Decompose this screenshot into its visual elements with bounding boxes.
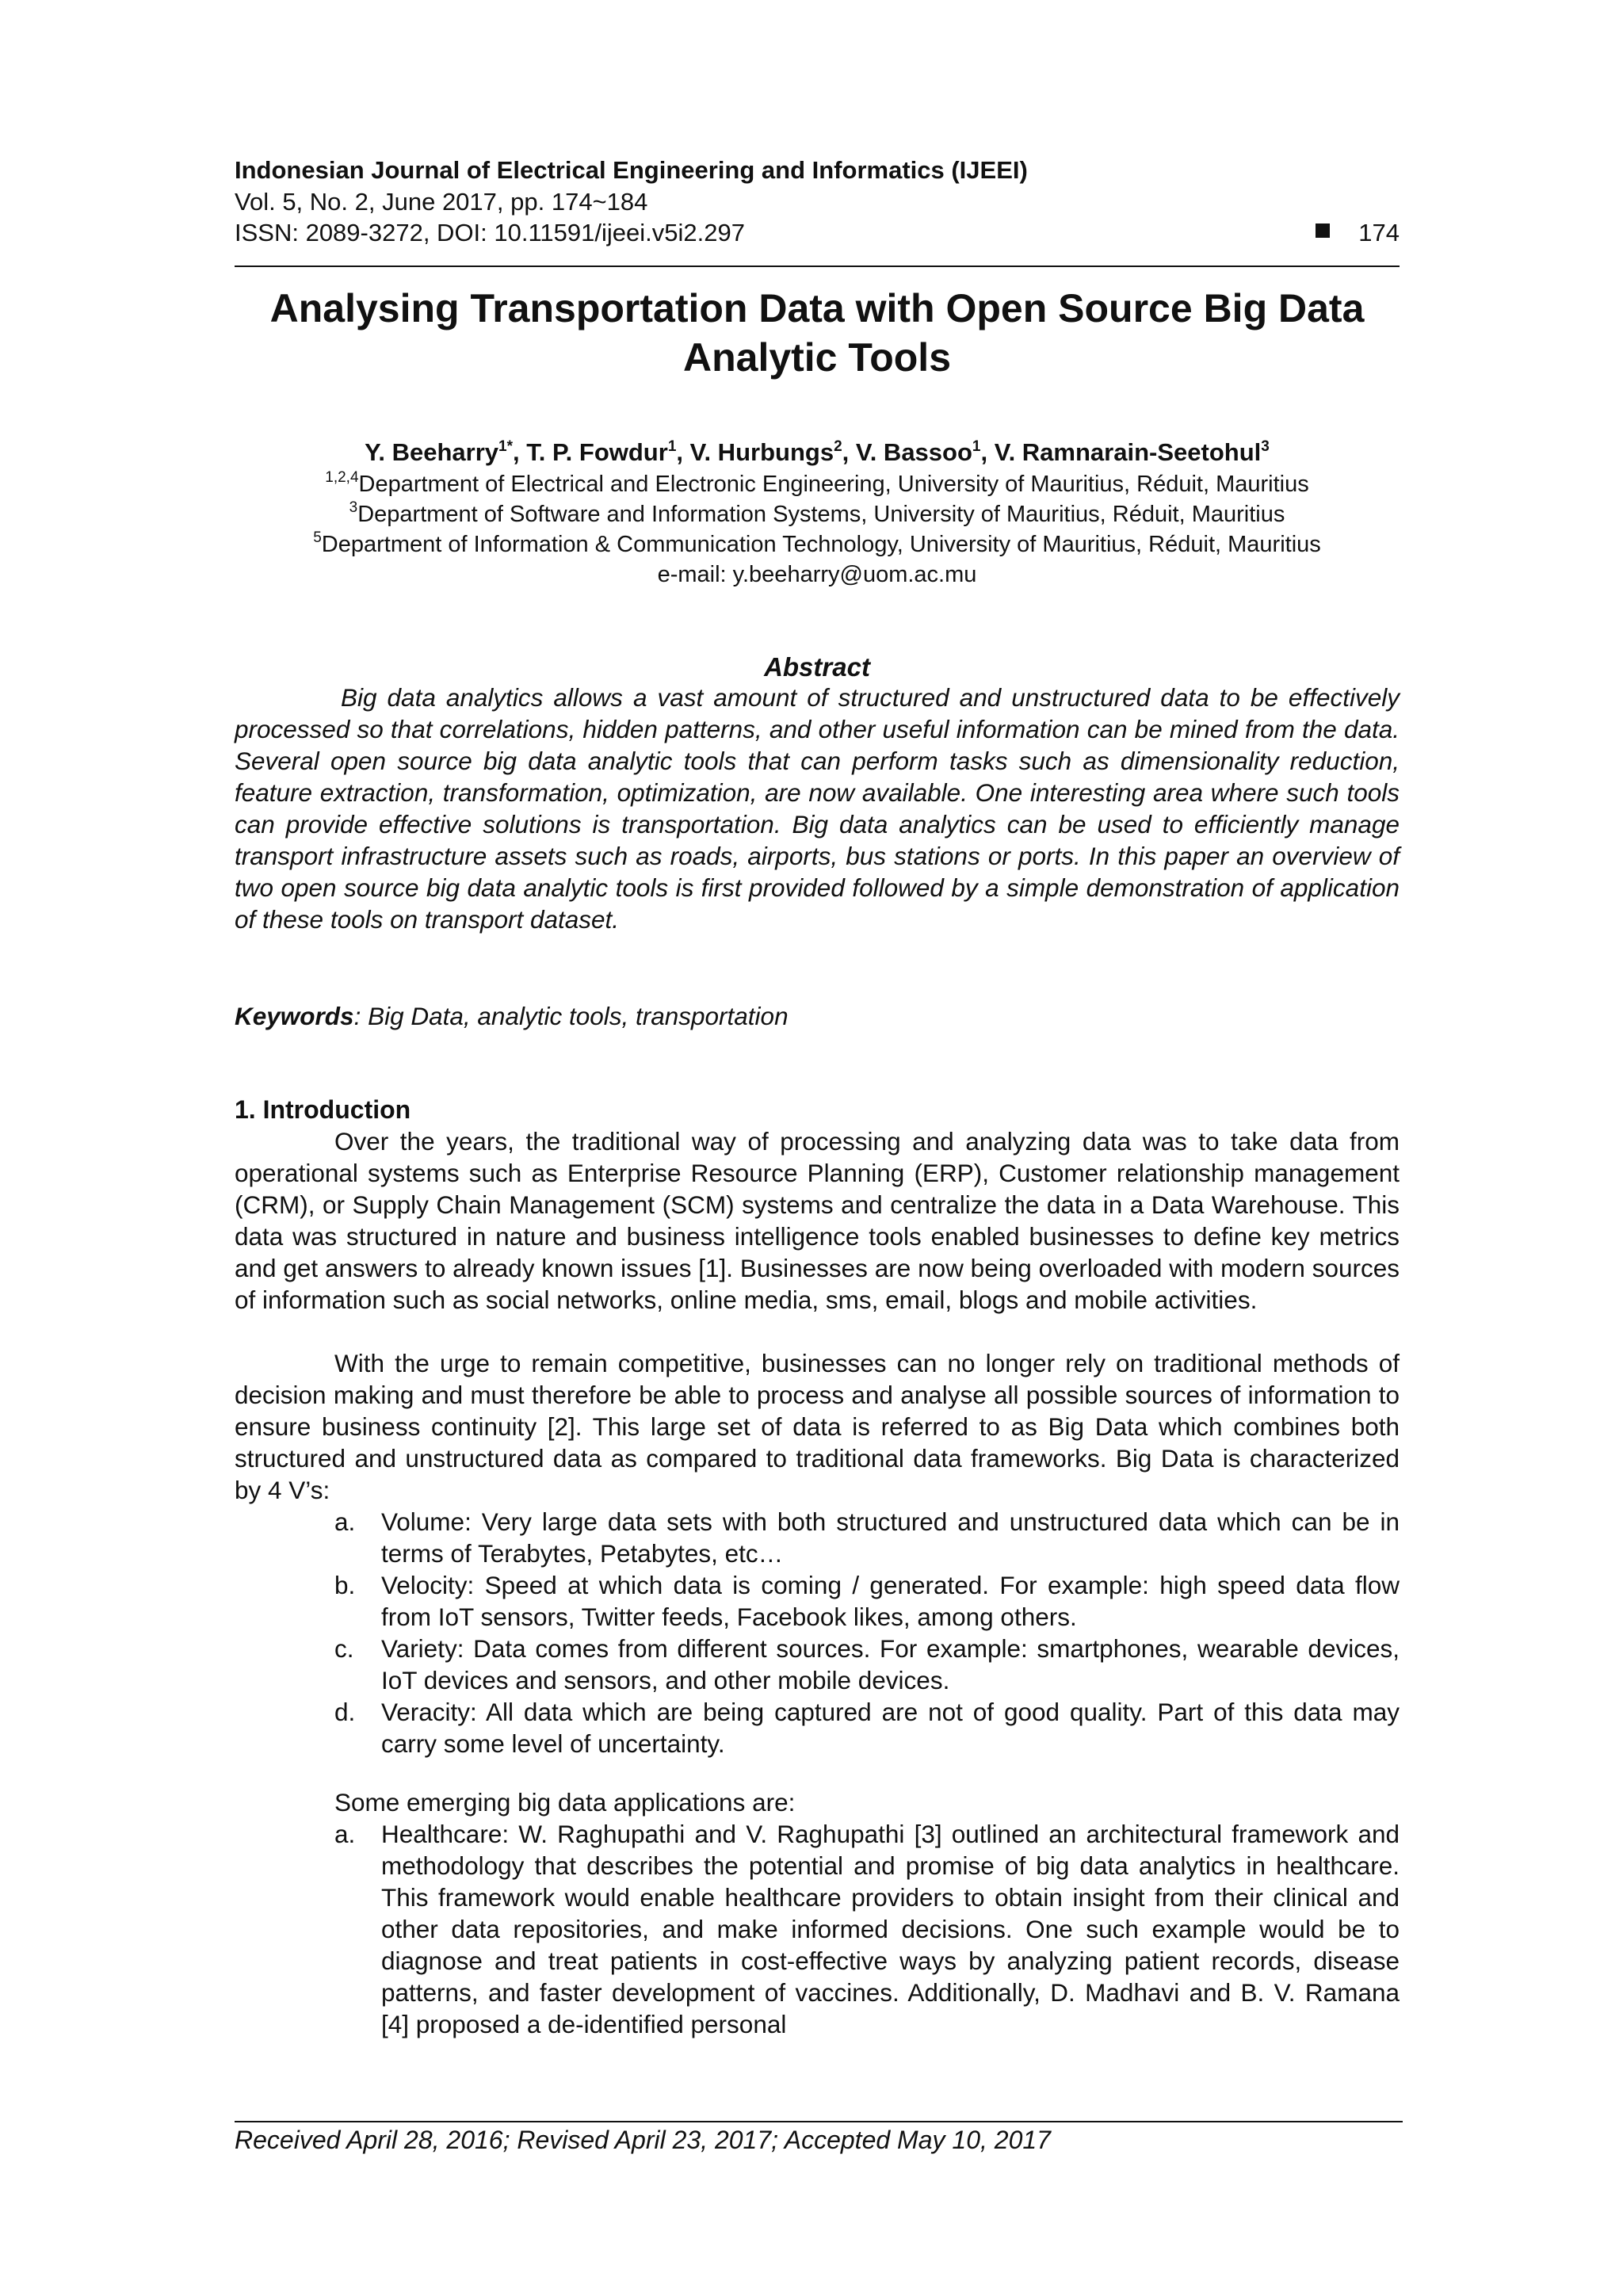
list-item-text: Healthcare: W. Raghupathi and V. Raghupathi [3] outlined an architectural framework and methodology that describes the potential and promise of big data analytics in healthcare. This framework would enable healthcare providers to obtain insight from their clinical and other data repositories, and make informed decisions. One such example would be to diagnose and treat patients in cost-effective ways by analyzing patient records, disease patterns, and faster development of vaccines. Additionally, D. Madhavi and B. V. Ramana [4] proposed a de-identified personal bbox=[381, 1820, 1400, 2038]
received-dates: Received April 28, 2016; Revised April 23, 2017; Accepted May 10, 2017 bbox=[235, 2126, 1051, 2154]
list-item bbox=[334, 1818, 1400, 2040]
list-marker: a. bbox=[334, 1507, 356, 1536]
journal-name: Indonesian Journal of Electrical Engineering and Informatics (IJEEI) bbox=[235, 156, 1028, 184]
author-sup: 2 bbox=[834, 438, 842, 455]
author-list: Y. Beeharry$^{1*}$, T. P. Fowdur$^1$, V. Hurbungs$^2$, V. Bassoo$^1$, V. Ramnarain-Seetohul$^3$ bbox=[365, 438, 1270, 466]
square-bullet-icon bbox=[1316, 223, 1330, 238]
list-marker: c. bbox=[334, 1634, 354, 1663]
list-item bbox=[334, 1569, 1400, 1633]
applications-intro: Some emerging big data applications are: bbox=[334, 1788, 796, 1817]
characteristics-list bbox=[334, 1506, 1400, 1759]
list-marker: b. bbox=[334, 1571, 356, 1599]
affiliation-sup: 3 bbox=[349, 499, 358, 516]
list-marker: d. bbox=[334, 1698, 356, 1726]
author-sup: 1 bbox=[667, 438, 677, 455]
list-item bbox=[334, 1696, 1400, 1759]
author: V. Ramnarain-Seetohul bbox=[994, 438, 1262, 466]
affiliation-text: Department of Software and Information Systems, University of Mauritius, Réduit, Mauritius bbox=[357, 502, 1285, 527]
keywords-text: : Big Data, analytic tools, transportation bbox=[353, 1002, 789, 1030]
author: V. Hurbungs bbox=[689, 438, 834, 466]
paper-title: Analysing Transportation Data with Open Source Big Data Analytic Tools bbox=[269, 286, 1365, 380]
footer-rule bbox=[235, 2121, 1403, 2122]
paragraph: Over the years, the traditional way of processing and analyzing data was to take data from operational systems such as Enterprise Resource Planning (ERP), Customer relationship management (CRM), or Supply Chain Management (SCM) systems and centralize the data in a Data Warehouse. This data was structured in nature and business intelligence tools enabled businesses to define key metrics and get answers to already known issues [1]. Businesses are now being overloaded with modern sources of information such as social networks, online media, sms, email, blogs and mobile activities. bbox=[235, 1127, 1400, 1314]
author: V. Bassoo bbox=[855, 438, 972, 466]
affiliation-text: Department of Electrical and Electronic Engineering, University of Mauritius, Réduit, Mauritius bbox=[358, 472, 1309, 497]
abstract-heading: Abstract bbox=[764, 652, 870, 682]
affiliation-sup: 1,2,4 bbox=[325, 469, 359, 486]
paragraph: With the urge to remain competitive, businesses can no longer rely on traditional methods of decision making and must therefore be able to process and analyse all possible sources of information to ensure business continuity [2]. This large set of data is referred to as Big Data which combines both structured and unstructured data as compared to traditional data frameworks. Big Data is characterized by 4 V’s: bbox=[235, 1349, 1400, 1504]
list-item-text: Veracity: All data which are being captured are not of good quality. Part of this data may carry some level of uncertainty. bbox=[381, 1698, 1400, 1758]
affiliation-sup: 5 bbox=[313, 529, 322, 546]
list-item-text: Variety: Data comes from different sources. For example: smartphones, wearable devices, IoT devices and sensors, and other mobile devices. bbox=[381, 1634, 1400, 1694]
list-item bbox=[334, 1633, 1400, 1696]
affiliation bbox=[235, 500, 1400, 529]
affiliation bbox=[235, 470, 1400, 499]
page-number bbox=[1316, 218, 1400, 248]
applications-list bbox=[334, 1818, 1400, 2040]
affiliation-text: Department of Information & Communication Technology, University of Mauritius, Réduit, Mauritius bbox=[321, 532, 1321, 557]
keywords bbox=[235, 1000, 1400, 1032]
author-sup: 1 bbox=[972, 438, 981, 455]
list-item-text: Velocity: Speed at which data is coming / generated. For example: high speed data flow from IoT sensors, Twitter feeds, Facebook likes, among others. bbox=[381, 1571, 1400, 1631]
page-number-text: 174 bbox=[1358, 219, 1400, 246]
section-heading: 1. Introduction bbox=[235, 1095, 411, 1124]
issn-doi: ISSN: 2089-3272, DOI: 10.11591/ijeei.v5i2.297 bbox=[235, 219, 745, 246]
list-marker: a. bbox=[334, 1820, 356, 1848]
list-item-text: Volume: Very large data sets with both structured and unstructured data which can be in terms of Terabytes, Petabytes, etc… bbox=[381, 1507, 1400, 1568]
keywords-label: Keywords bbox=[235, 1002, 354, 1030]
author-sup: 3 bbox=[1261, 438, 1270, 455]
author: T. P. Fowdur bbox=[526, 438, 668, 466]
affiliation bbox=[235, 530, 1400, 559]
author: Y. Beeharry bbox=[365, 438, 499, 466]
author-email[interactable]: e-mail: y.beeharry@uom.ac.mu bbox=[657, 562, 977, 587]
abstract-text: Big data analytics allows a vast amount of structured and unstructured data to be effectively processed so that correlations, hidden patterns, and other useful information can be mined from the data. Several open source big data analytic tools that can perform tasks such as dimensionality reduction, feature extraction, transformation, optimization, are now available. One interesting area where such tools can provide effective solutions is transportation. Big data analytics can be used to efficiently manage transport infrastructure assets such as roads, airports, bus stations or ports. In this paper an overview of two open source big data analytic tools is first provided followed by a simple demonstration of application of these tools on transport dataset. bbox=[235, 683, 1400, 934]
list-item bbox=[334, 1506, 1400, 1569]
volume-info: Vol. 5, No. 2, June 2017, pp. 174~184 bbox=[235, 188, 648, 216]
author-sup: 1* bbox=[498, 438, 514, 455]
header-rule bbox=[235, 266, 1400, 267]
